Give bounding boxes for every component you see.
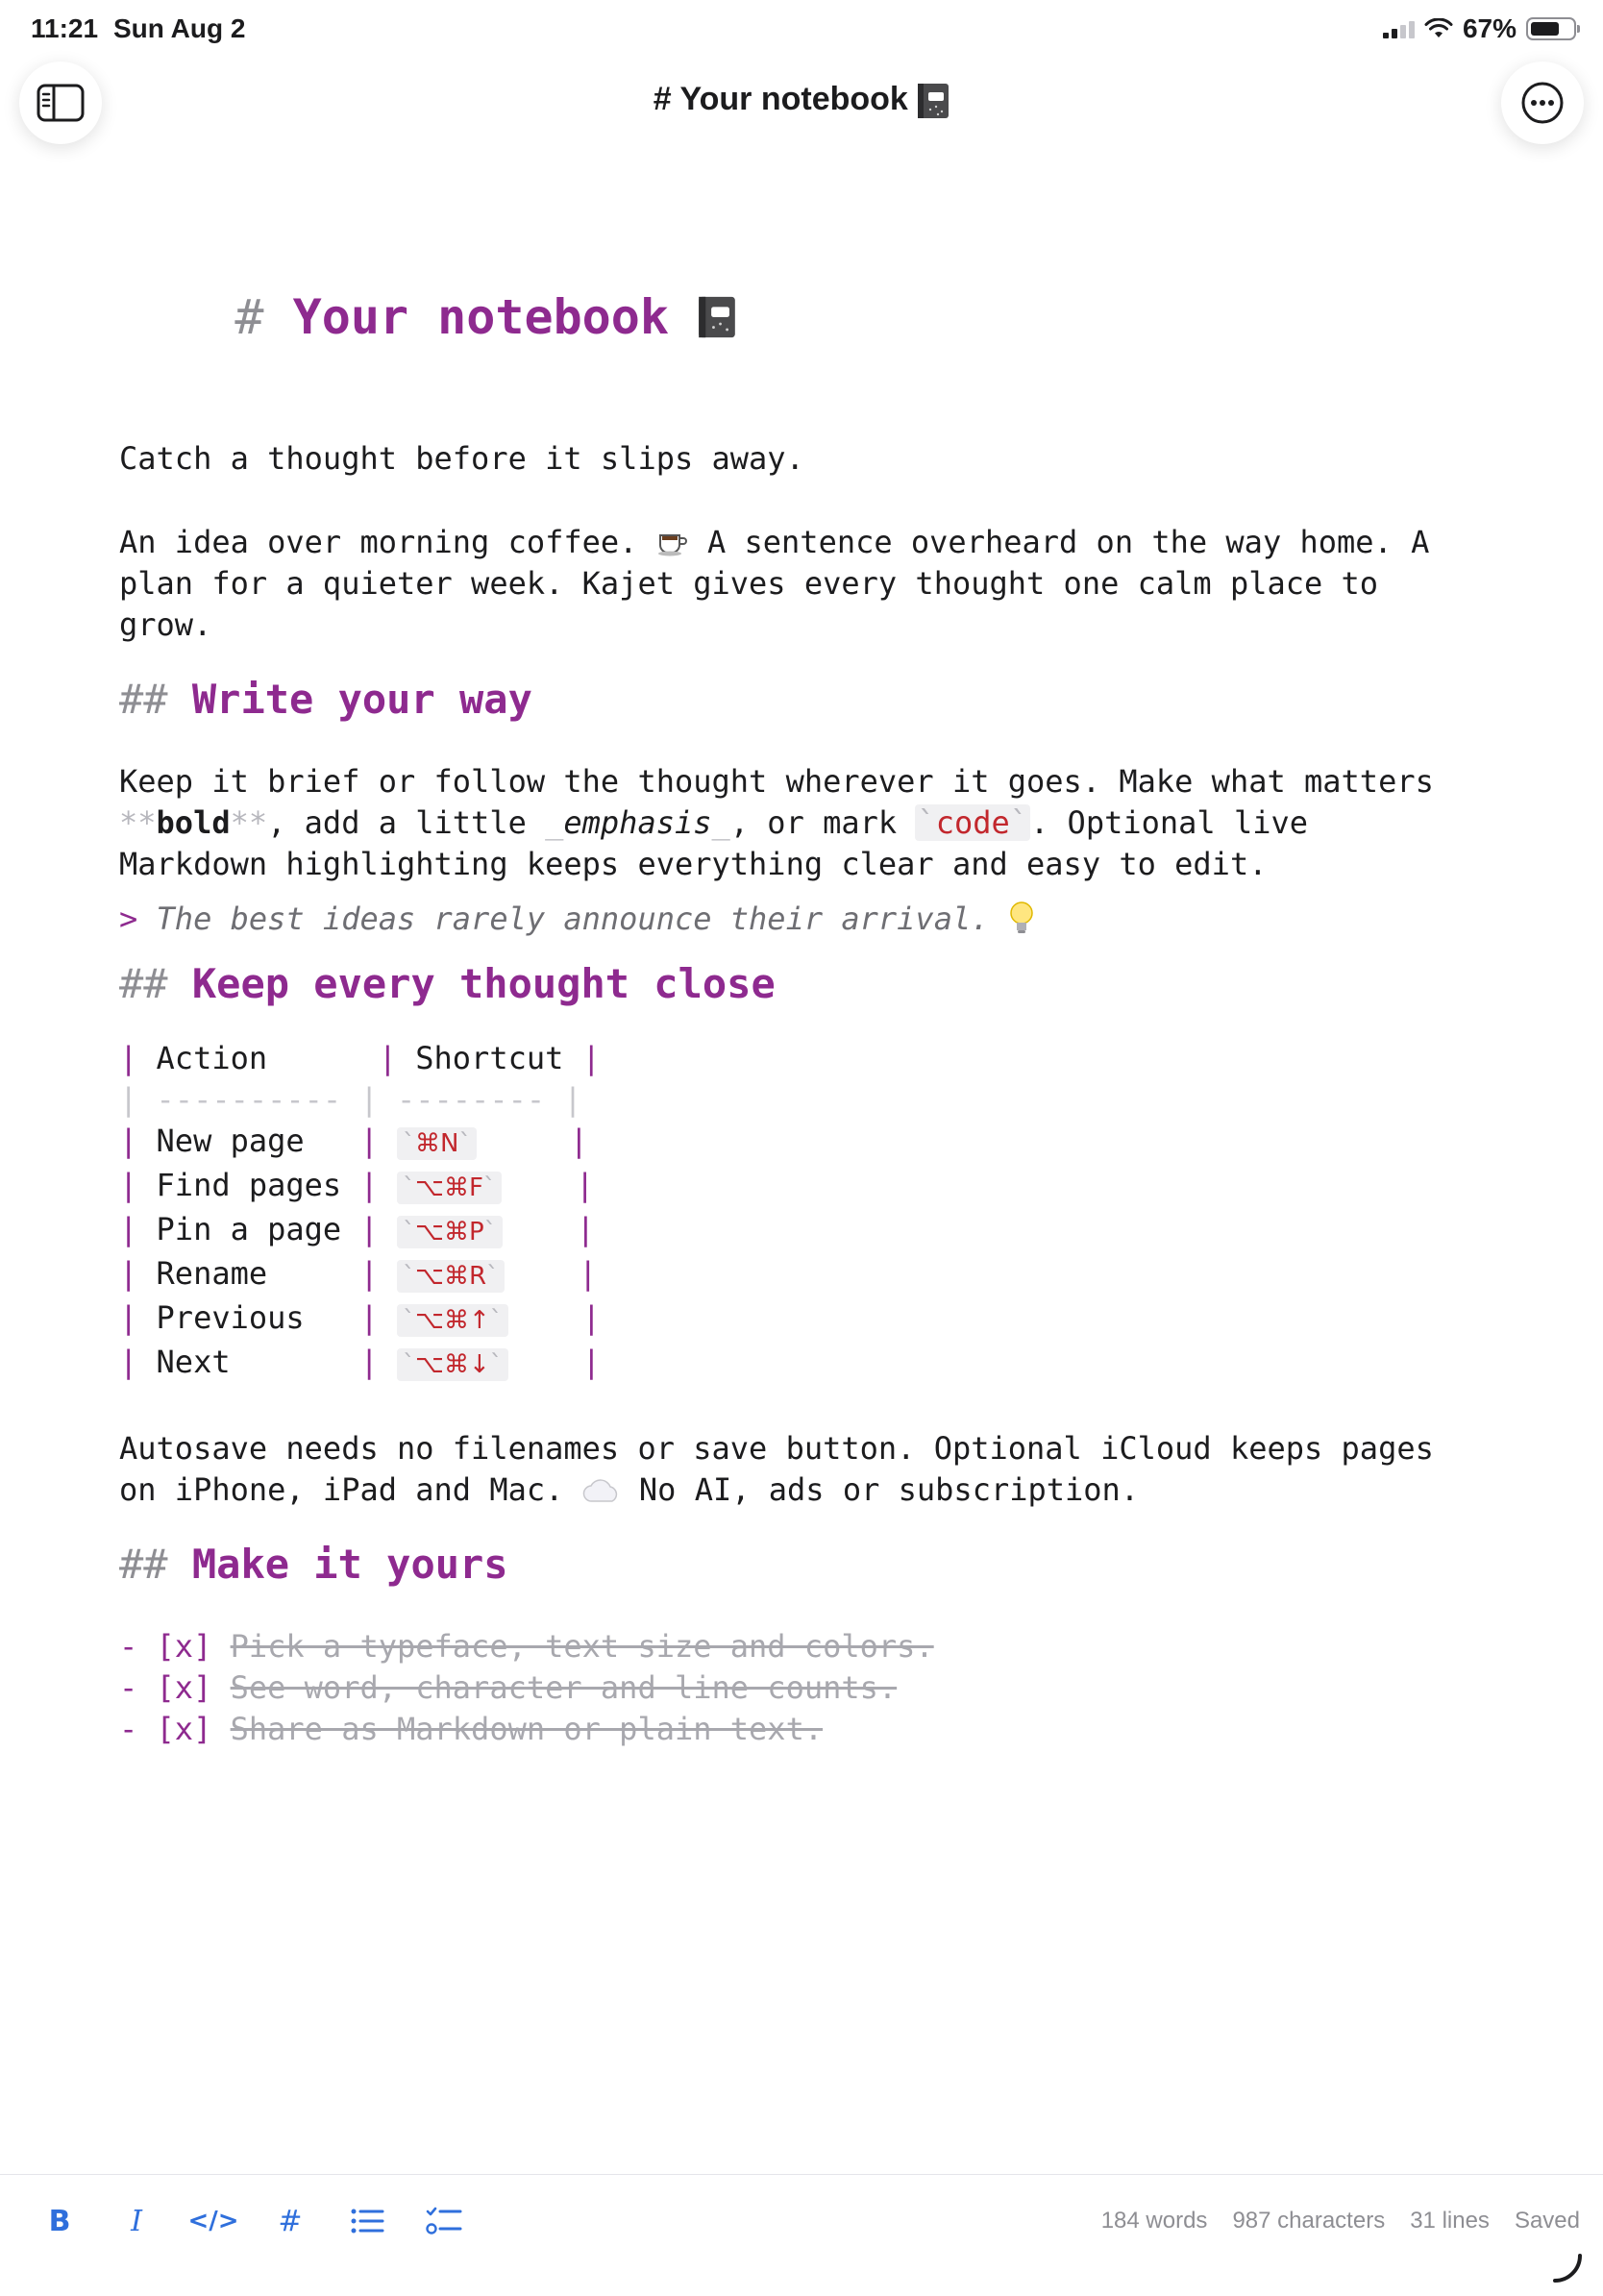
document-stats bbox=[1101, 2208, 1580, 2234]
task-text: Share as Markdown or plain text. bbox=[230, 1711, 824, 1747]
blockquote bbox=[119, 899, 1493, 940]
heading-text: Make it yours bbox=[191, 1541, 508, 1588]
paragraph-line bbox=[119, 802, 1493, 844]
table-row: | Pin a page | `⌥⌘P` | bbox=[119, 1211, 595, 1247]
code-button[interactable] bbox=[187, 2200, 239, 2242]
battery-percent: 67% bbox=[1462, 13, 1517, 43]
task-checkbox: [x] bbox=[156, 1628, 212, 1665]
emphasis-marker: _ bbox=[545, 804, 564, 841]
shortcut-code: `⌥⌘↑` bbox=[397, 1304, 508, 1337]
more-options-button[interactable] bbox=[1501, 62, 1584, 144]
quote-text: The best ideas rarely announce their arrival. bbox=[156, 901, 990, 937]
task-item[interactable]: - [x] See word, character and line counts. bbox=[119, 1669, 898, 1706]
shortcut-code: `⌥⌘R` bbox=[397, 1260, 505, 1293]
document-heading bbox=[119, 202, 1493, 432]
nav-title-text: # Your notebook bbox=[653, 81, 908, 117]
paragraph-text: An idea over morning coffee. bbox=[119, 524, 638, 560]
shortcut-code: `⌥⌘P` bbox=[397, 1216, 503, 1248]
paragraph-text: No AI, ads or subscription. bbox=[638, 1471, 1140, 1508]
paragraph-text: A sentence overheard on the way home. A bbox=[706, 524, 1430, 560]
table-header-row: | Action | Shortcut | bbox=[119, 1040, 601, 1076]
italic-button[interactable] bbox=[115, 2200, 158, 2242]
resize-handle-icon[interactable] bbox=[1551, 2252, 1584, 2284]
ellipsis-circle-icon bbox=[1520, 81, 1565, 125]
section-heading bbox=[119, 955, 1493, 1013]
line-count: 31 lines bbox=[1410, 2208, 1490, 2234]
cloud-icon bbox=[582, 1478, 621, 1503]
section-heading bbox=[119, 1536, 1493, 1593]
emphasis-text: emphasis bbox=[563, 804, 712, 841]
heading-marker: ## bbox=[119, 1541, 168, 1588]
nav-title bbox=[0, 81, 1603, 119]
task-text: See word, character and line counts. bbox=[230, 1669, 898, 1706]
table-row: | Next | `⌥⌘↓` | bbox=[119, 1344, 602, 1380]
table-row: | Find pages | `⌥⌘F` | bbox=[119, 1167, 595, 1203]
heading-text: Write your way bbox=[191, 676, 532, 723]
table-separator-row: | ---------- | -------- | bbox=[119, 1081, 582, 1118]
table-header-cell: Shortcut bbox=[415, 1040, 564, 1076]
task-checkbox: [x] bbox=[156, 1711, 212, 1747]
paragraph-line: grow. bbox=[119, 606, 212, 643]
status-time: 11:21 bbox=[31, 13, 99, 43]
paragraph-text: on iPhone, iPad and Mac. bbox=[119, 1471, 564, 1508]
paragraph-text: . Optional live bbox=[1030, 804, 1308, 841]
intro-line: Catch a thought before it slips away. bbox=[119, 440, 804, 477]
section-heading bbox=[119, 671, 1493, 728]
task-item[interactable]: - [x] Pick a typeface, text size and colors. bbox=[119, 1628, 934, 1665]
inline-code: `code` bbox=[917, 804, 1029, 841]
lightbulb-icon bbox=[1008, 901, 1035, 937]
status-right bbox=[1383, 13, 1576, 44]
heading-text: Your notebook bbox=[292, 289, 669, 345]
heading-icon: # bbox=[278, 2204, 303, 2238]
shortcut-code: `⌘N` bbox=[397, 1127, 477, 1160]
markdown-editor[interactable] bbox=[119, 202, 1493, 1750]
character-count: 987 characters bbox=[1232, 2208, 1386, 2234]
heading-marker: ## bbox=[119, 676, 168, 723]
battery-icon bbox=[1526, 17, 1576, 40]
code-icon: </> bbox=[187, 2207, 239, 2235]
list-icon bbox=[350, 2207, 384, 2235]
checklist-button[interactable] bbox=[423, 2200, 465, 2242]
paragraph-line: plan for a quieter week. Kajet gives every thought one calm place to bbox=[119, 565, 1379, 602]
paragraph-text: , or mark bbox=[729, 804, 916, 841]
paragraph-line: Keep it brief or follow the thought wherever it goes. Make what matters bbox=[119, 763, 1434, 800]
task-checkbox: [x] bbox=[156, 1669, 212, 1706]
save-status: Saved bbox=[1514, 2208, 1580, 2234]
checklist-icon bbox=[426, 2206, 462, 2236]
heading-marker: ## bbox=[119, 960, 168, 1007]
coffee-icon bbox=[656, 526, 689, 556]
cellular-signal-icon bbox=[1383, 19, 1415, 38]
bold-marker: ** bbox=[119, 804, 157, 841]
task-text: Pick a typeface, text size and colors. bbox=[230, 1628, 934, 1665]
bold-marker: ** bbox=[230, 804, 268, 841]
bold-icon: B bbox=[48, 2204, 71, 2238]
bold-text: bold bbox=[156, 804, 231, 841]
paragraph-text: , add a little bbox=[267, 804, 546, 841]
paragraph-line: Autosave needs no filenames or save button. Optional iCloud keeps pages bbox=[119, 1430, 1434, 1467]
table-row: | Rename | `⌥⌘R` | bbox=[119, 1255, 598, 1292]
status-bar bbox=[0, 0, 1603, 62]
bullet-list-button[interactable] bbox=[346, 2200, 388, 2242]
heading-button[interactable] bbox=[269, 2200, 311, 2242]
task-item[interactable]: - [x] Share as Markdown or plain text. bbox=[119, 1711, 824, 1747]
table-header-cell: Action bbox=[156, 1040, 268, 1076]
heading-marker: # bbox=[234, 289, 264, 345]
shortcut-code: `⌥⌘↓` bbox=[397, 1348, 508, 1381]
notebook-icon bbox=[917, 83, 949, 119]
table-row: | New page | `⌘N` | bbox=[119, 1123, 589, 1159]
italic-icon: I bbox=[131, 2204, 142, 2238]
emphasis-marker: _ bbox=[711, 804, 730, 841]
notebook-emoji-icon bbox=[698, 295, 736, 339]
bold-button[interactable] bbox=[38, 2200, 81, 2242]
status-date: Sun Aug 2 bbox=[113, 13, 246, 43]
paragraph-line bbox=[119, 522, 1493, 563]
wifi-icon bbox=[1424, 18, 1453, 39]
shortcut-code: `⌥⌘F` bbox=[397, 1172, 502, 1204]
paragraph-line bbox=[119, 1469, 1493, 1511]
word-count: 184 words bbox=[1100, 2208, 1208, 2234]
quote-marker: > bbox=[119, 901, 138, 937]
heading-text: Keep every thought close bbox=[191, 960, 776, 1007]
format-toolbar bbox=[0, 2174, 1603, 2296]
table-row: | Previous | `⌥⌘↑` | bbox=[119, 1299, 602, 1336]
format-tools bbox=[38, 2200, 465, 2242]
paragraph-line: Markdown highlighting keeps everything clear and easy to edit. bbox=[119, 846, 1268, 882]
